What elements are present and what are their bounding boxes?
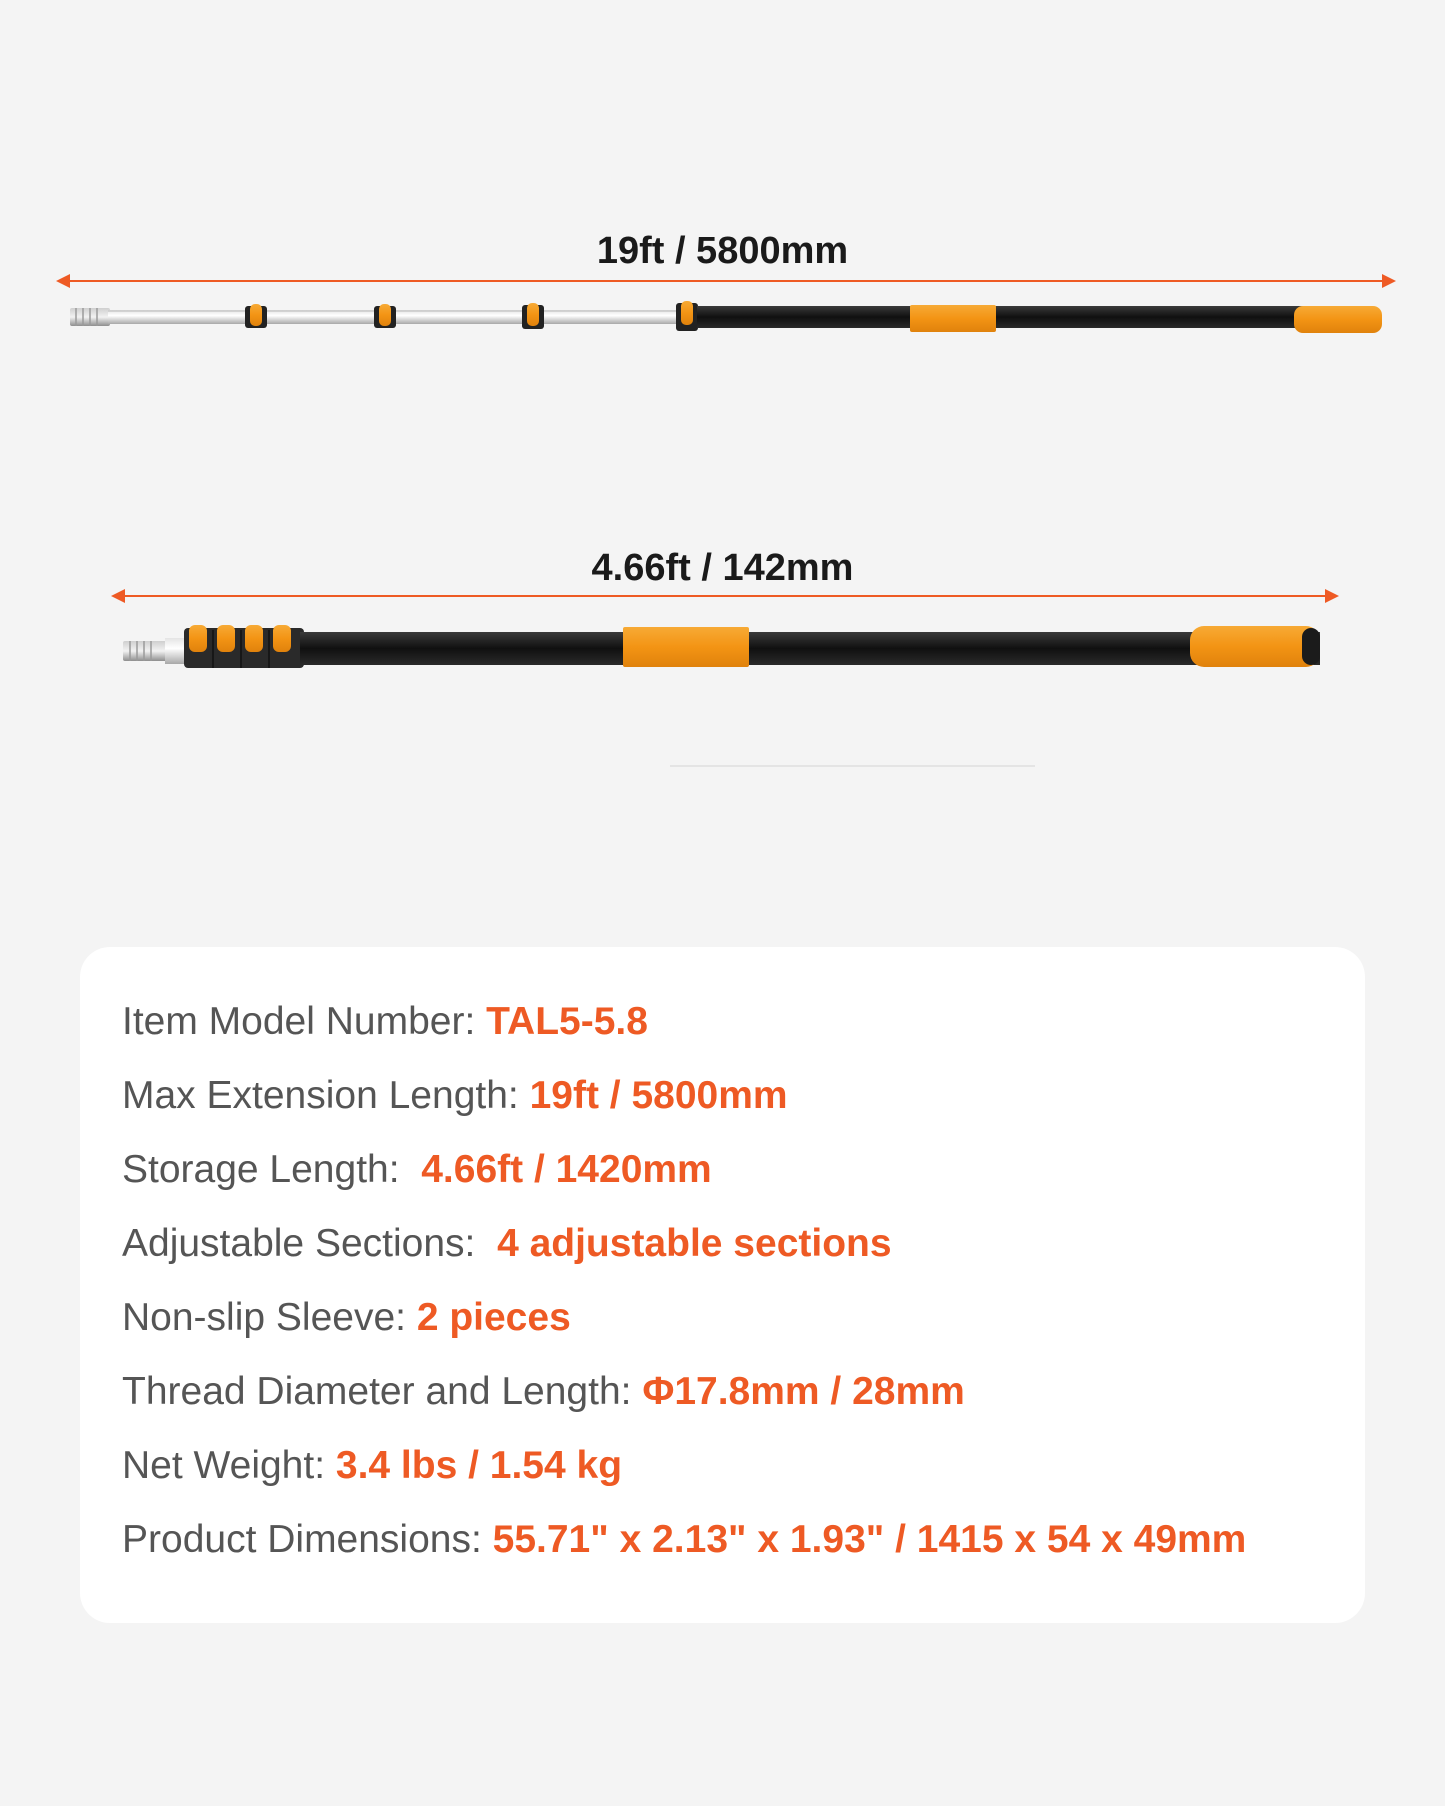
spec-label: Net Weight:: [122, 1444, 336, 1487]
spec-label: Item Model Number:: [122, 1000, 487, 1043]
spec-value: 4 adjustable sections: [497, 1222, 892, 1265]
spec-value: 19ft / 5800mm: [529, 1074, 788, 1117]
spec-value: 55.71" x 2.13" x 1.93" / 1415 x 54 x 49mm: [492, 1518, 1247, 1561]
spec-label: Adjustable Sections:: [122, 1222, 498, 1265]
grip-sleeve: [1294, 306, 1382, 333]
spec-thread: [122, 1369, 965, 1415]
lock-clip-icon: [245, 625, 263, 652]
spec-storage-length: [122, 1147, 712, 1193]
spec-label: Product Dimensions:: [122, 1518, 493, 1561]
lock-clip-icon: [217, 625, 235, 652]
spec-label: Thread Diameter and Length:: [122, 1370, 643, 1413]
lock-clip-icon: [245, 304, 267, 328]
spec-value: 2 pieces: [416, 1296, 571, 1339]
grip-sleeve: [910, 305, 996, 332]
spec-label: Storage Length:: [122, 1148, 422, 1191]
spec-value: 3.4 lbs / 1.54 kg: [335, 1444, 623, 1487]
lock-clip-icon: [374, 304, 396, 328]
product-illustration: [0, 0, 1445, 820]
extended-length-arrow: [56, 274, 1396, 288]
lock-clip-icon: [522, 303, 544, 329]
spec-model-number: [122, 999, 648, 1045]
spec-net-weight: [122, 1443, 622, 1489]
spec-non-slip-sleeve: [122, 1295, 571, 1341]
spec-value: TAL5-5.8: [486, 1000, 648, 1043]
spec-max-extension: [122, 1073, 788, 1119]
grip-sleeve: [623, 627, 749, 667]
storage-length-label: 4.66ft / 142mm: [591, 547, 854, 589]
extended-pole: [70, 301, 1382, 333]
extended-length-label: 19ft / 5800mm: [596, 230, 849, 272]
spec-label: Max Extension Length:: [122, 1074, 530, 1117]
spec-value: 4.66ft / 1420mm: [421, 1148, 712, 1191]
spec-card: [80, 947, 1365, 1623]
lock-clip-icon: [676, 301, 698, 331]
grip-sleeve: [1190, 626, 1320, 667]
spec-product-dimensions: [122, 1517, 1246, 1563]
spec-label: Non-slip Sleeve:: [122, 1296, 417, 1339]
lock-clip-icon: [273, 625, 291, 652]
spec-value: Φ17.8mm / 28mm: [642, 1370, 965, 1413]
spec-adjustable-sections: [122, 1221, 892, 1267]
storage-length-arrow: [111, 589, 1339, 603]
collapsed-pole: [123, 625, 1320, 668]
lock-clip-icon: [189, 625, 207, 652]
